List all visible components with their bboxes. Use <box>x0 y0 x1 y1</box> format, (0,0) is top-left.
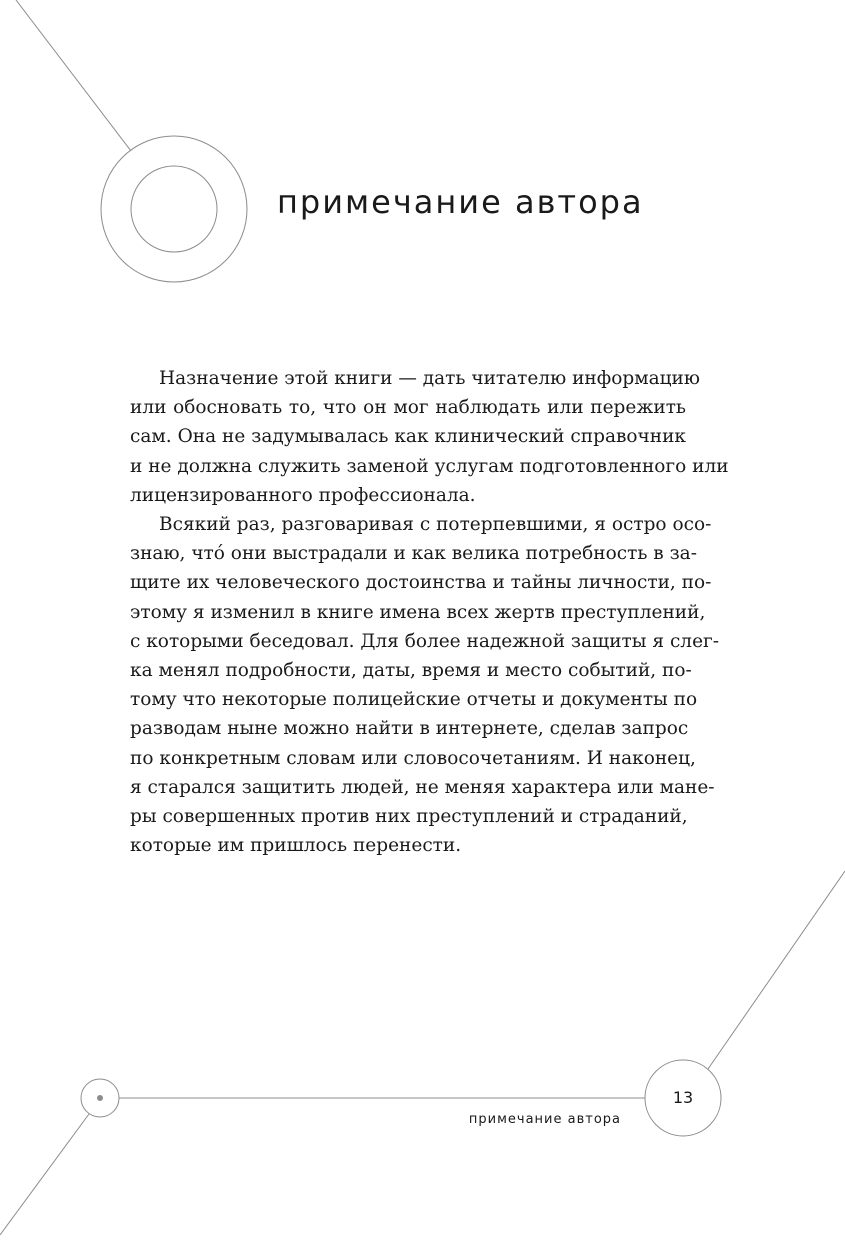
chapter-title: примечание автора <box>277 183 644 221</box>
text-line: Назначение этой книги — дать читателю информацию <box>159 368 700 389</box>
page-number: 13 <box>672 1088 694 1107</box>
body-text <box>101 364 729 860</box>
text-line: разводам ныне можно найти в интернете, сделав запрос <box>130 718 689 740</box>
header-inner-circle <box>131 166 217 252</box>
footer-dot <box>97 1095 103 1101</box>
running-title: примечание автора <box>468 1112 621 1127</box>
text-line: ры совершенных против них преступлений и страданий, <box>130 806 688 828</box>
right-diagonal-line <box>708 871 845 1069</box>
text-line: по конкретным словам или словосочетаниям. И наконец, <box>130 747 696 769</box>
text-line: или обосновать то, что он мог наблюдать или пережить <box>130 397 686 419</box>
paragraph-1 <box>101 364 729 510</box>
top-diagonal-line <box>16 0 131 151</box>
text-line: ка менял подробности, даты, время и место событий, по- <box>130 660 692 682</box>
bottom-left-diagonal-line <box>0 1114 89 1235</box>
text-line: щите их человеческого достоинства и тайны личности, по- <box>130 572 712 594</box>
header-outer-circle <box>101 136 247 282</box>
text-line: сам. Она не задумывалась как клинический справочник <box>130 426 686 448</box>
text-line: знаю, что́ они выстрадали и как велика потребность в за- <box>130 543 697 565</box>
text-line: этому я изменил в книге имена всех жертв преступлений, <box>130 601 706 623</box>
text-line: с которыми беседовал. Для более надежной защиты я слег- <box>130 630 719 652</box>
paragraph-2 <box>101 510 719 860</box>
text-line: и не должна служить заменой услугам подготовленного или <box>130 455 729 477</box>
text-line: тому что некоторые полицейские отчеты и документы по <box>130 689 698 711</box>
text-line: лицензированного профессионала. <box>130 484 476 506</box>
text-line: Всякий раз, разговаривая с потерпевшими, я остро осо- <box>159 514 712 536</box>
text-line: я старался защитить людей, не меняя характера или мане- <box>130 776 715 798</box>
text-line: которые им пришлось перенести. <box>130 835 462 857</box>
